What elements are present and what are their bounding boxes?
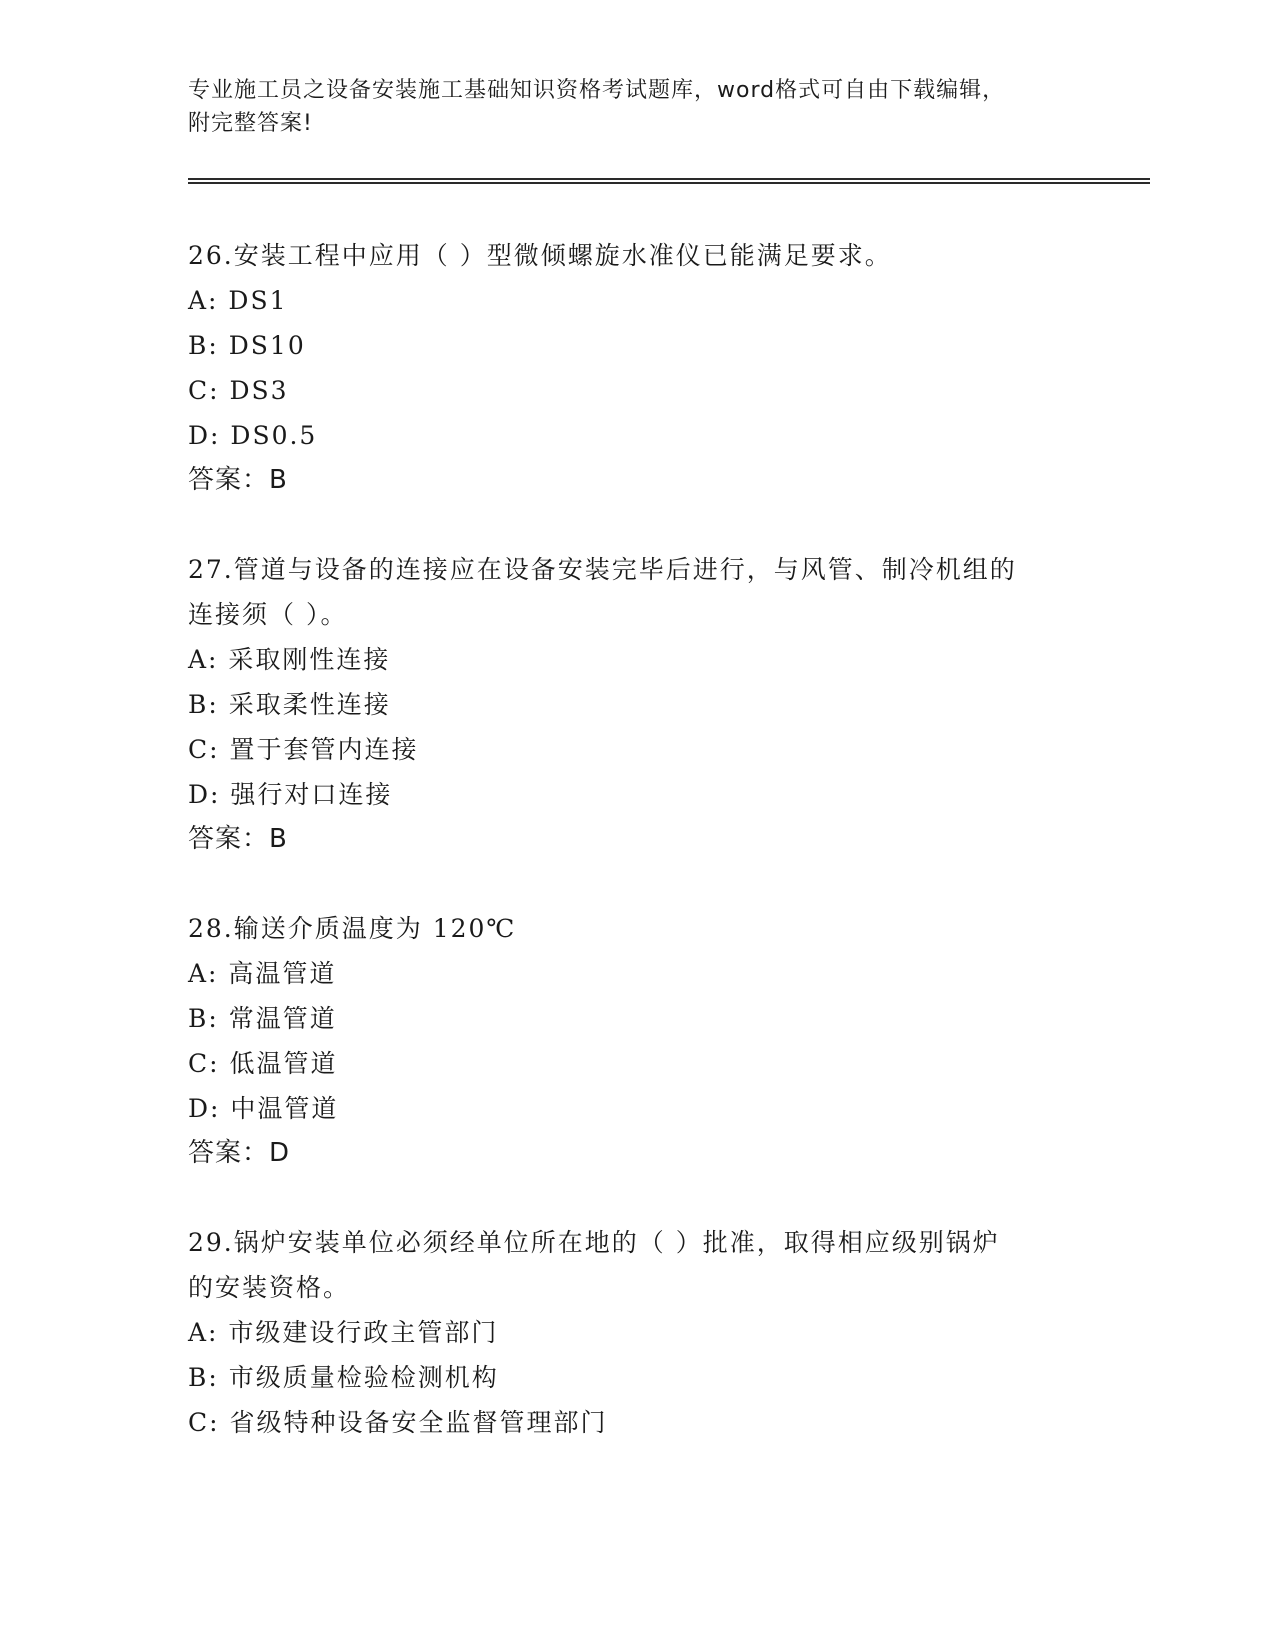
header-line-1: 专业施工员之设备安装施工基础知识资格考试题库，word格式可自由下载编辑， xyxy=(188,78,1006,103)
option-c: C: 低温管道 xyxy=(188,1049,338,1078)
option-a: A: 采取刚性连接 xyxy=(188,645,391,674)
question-stem: 26.安装工程中应用（ ）型微倾螺旋水准仪已能满足要求。 xyxy=(188,241,892,270)
question-stem-line-2: 连接须（ ）。 xyxy=(188,600,348,629)
question-list xyxy=(188,233,1088,1489)
question-28 xyxy=(188,906,1088,1176)
answer-line: 答案：B xyxy=(188,465,288,495)
document-header xyxy=(188,74,1088,140)
question-stem-line-1: 27.管道与设备的连接应在设备安装完毕后进行，与风管、制冷机组的 xyxy=(188,555,1017,584)
question-29 xyxy=(188,1220,1088,1445)
option-a: A: 市级建设行政主管部门 xyxy=(188,1318,499,1347)
question-stem: 28.输送介质温度为 120℃ xyxy=(188,914,517,943)
header-divider xyxy=(188,178,1150,184)
option-b: B: 市级质量检验检测机构 xyxy=(188,1363,499,1392)
option-c: C: 置于套管内连接 xyxy=(188,735,419,764)
option-b: B: DS10 xyxy=(188,331,306,360)
option-d: D: 中温管道 xyxy=(188,1094,339,1123)
option-c: C: 省级特种设备安全监督管理部门 xyxy=(188,1408,608,1437)
question-stem-line-2: 的安装资格。 xyxy=(188,1273,351,1302)
answer-line: 答案：B xyxy=(188,824,288,854)
option-a: A: 高温管道 xyxy=(188,959,337,988)
option-b: B: 采取柔性连接 xyxy=(188,690,391,719)
question-stem-line-1: 29.锅炉安装单位必须经单位所在地的（ ）批准，取得相应级别锅炉 xyxy=(188,1228,1000,1257)
question-26 xyxy=(188,233,1088,503)
option-c: C: DS3 xyxy=(188,376,289,405)
question-27 xyxy=(188,547,1088,862)
answer-line: 答案：D xyxy=(188,1138,291,1168)
header-line-2: 附完整答案! xyxy=(188,111,313,136)
option-d: D: DS0.5 xyxy=(188,421,318,450)
option-d: D: 强行对口连接 xyxy=(188,780,393,809)
option-a: A: DS1 xyxy=(188,286,288,315)
option-b: B: 常温管道 xyxy=(188,1004,337,1033)
